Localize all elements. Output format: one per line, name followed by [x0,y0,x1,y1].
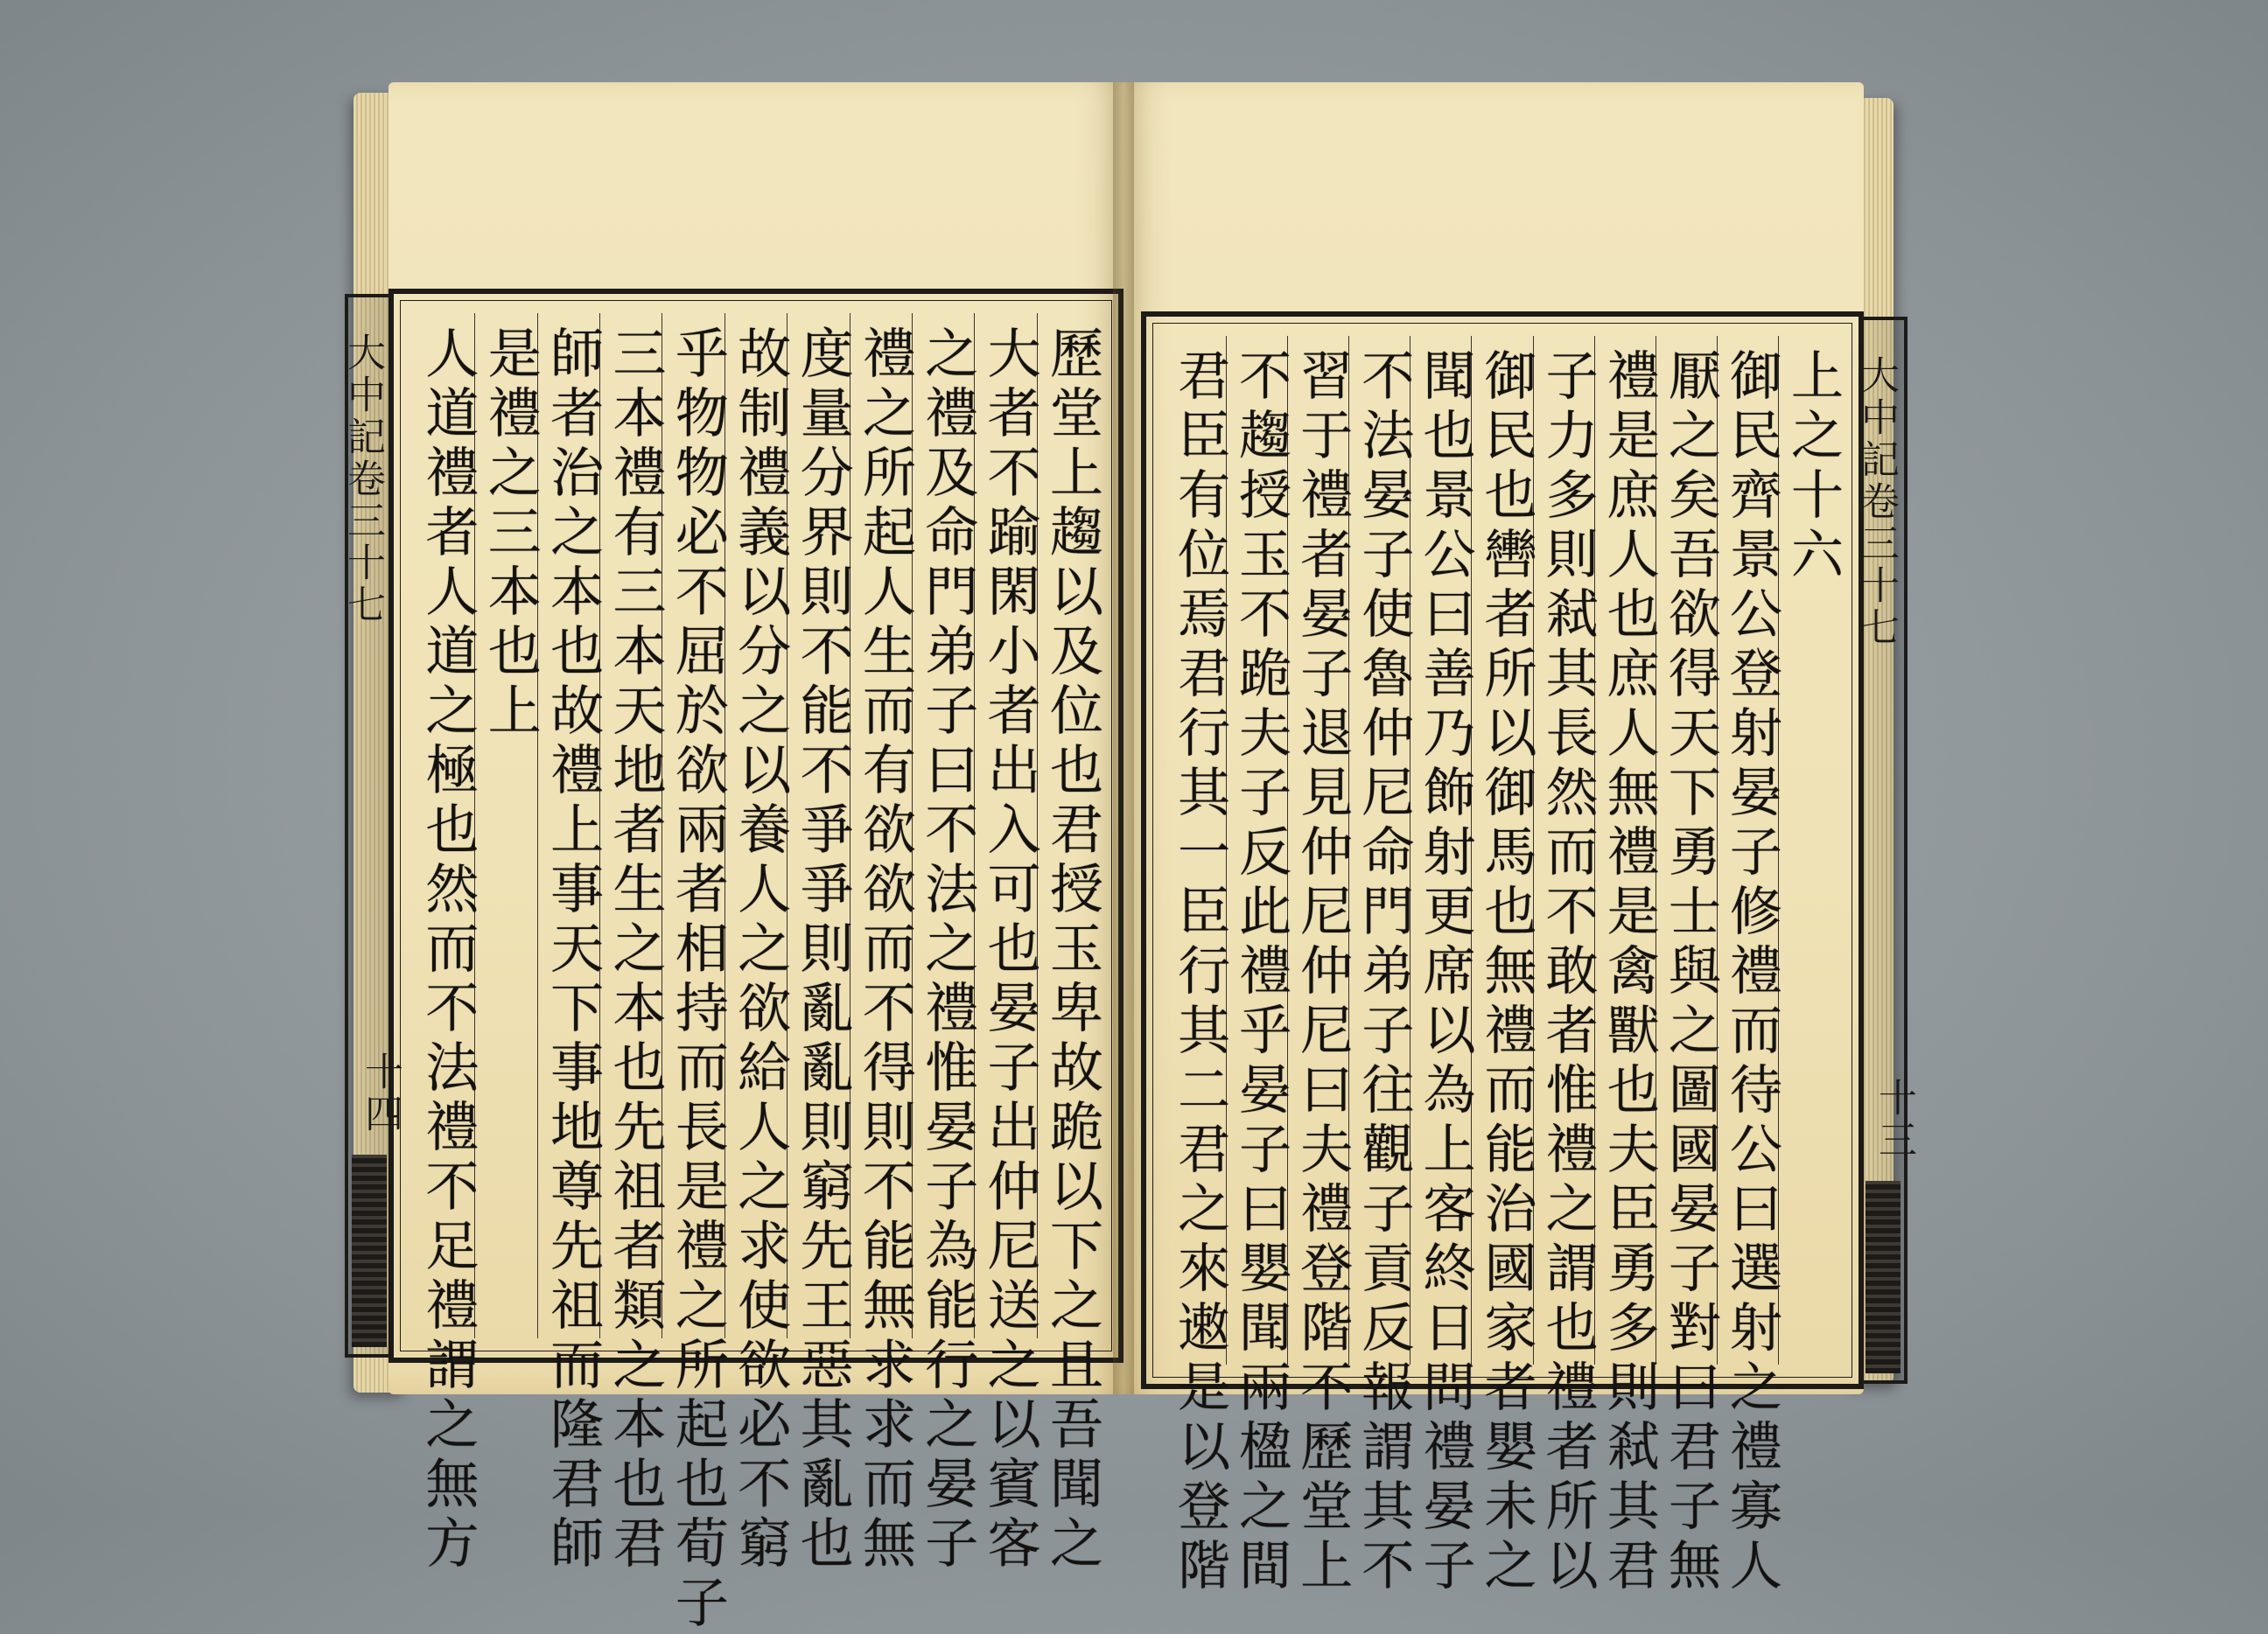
left-fishtail-mark [352,1155,387,1347]
left-margin-strip [340,294,402,1358]
text-column: 子力多則弒其長然而不敢者惟禮之謂也禮者所以 [1533,336,1594,1365]
text-column: 禮是庶人也庶人無禮是禽獸也夫臣勇多則弒其君 [1594,336,1656,1365]
text-column: 御民齊景公登射晏子修禮而待公曰選射之禮寡人 [1717,336,1778,1365]
text-column: 師者治之本也故禮上事天下事地尊先祖而隆君師 [537,313,599,1338]
left-text-frame [340,289,1124,1634]
open-book [340,77,1916,1634]
text-column: 御民也轡者所以御馬也無禮而能治國家者嬰未之 [1471,336,1532,1365]
text-column: 不法晏子使魯仲尼命門弟子往觀子貢反報謂其不 [1348,336,1410,1365]
left-book-title: 大中記 [340,332,385,458]
left-volume: 卷三十七 [340,458,385,626]
text-column: 乎物物必不屈於欲兩者相持而長是禮之所起也荀子 [662,313,724,1338]
left-leaf-number: 十四 [358,1051,402,1135]
left-text-columns [413,313,1103,1634]
right-volume: 卷三十七 [1854,481,1899,649]
text-column: 聞也景公曰善乃飾射更席以為上客終日問禮晏子 [1410,336,1471,1365]
right-book-title: 大中記 [1854,355,1899,481]
text-column: 習于禮者晏子退見仲尼仲尼曰夫禮登階不歷堂上 [1287,336,1348,1365]
text-column: 度量分界則不能不爭爭則亂亂則窮先王惡其亂也 [787,313,849,1338]
right-page [1124,82,1916,1597]
text-column: 厭之矣吾欲得天下勇士與之圖國晏子對曰君子無 [1656,336,1717,1365]
text-column: 三本禮有三本天地者生之本也先祖者類之本也君 [599,313,662,1338]
text-column: 大者不踰閑小者出入可也晏子出仲尼送之以賓客 [974,313,1036,1338]
text-column: 上之十六 [1778,336,1839,1365]
right-leaf-number: 十三 [1872,1078,1916,1162]
right-margin-strip [1854,317,1916,1384]
text-column: 故制禮義以分之以養人之欲給人之求使欲必不窮 [724,313,787,1338]
text-column: 之禮及命門弟子曰不法之禮惟晏子為能行之晏子 [912,313,974,1338]
text-column: 人道禮者人道之極也然而不法禮不足禮謂之無方 [416,325,480,1575]
text-column: 禮之所起人生而有欲欲而不得則不能無求求而無 [850,313,912,1338]
right-fishtail-mark [1866,1181,1900,1373]
text-column: 歷堂上趨以及位也君授玉卑故跪以下之且吾聞之 [1037,313,1099,1338]
text-column: 不趨授玉不跪夫子反此禮乎晏子曰嬰聞兩楹之間 [1226,336,1287,1365]
left-page [340,82,1124,1634]
text-column: 君臣有位焉君行其一臣行其二君之來遫是以登階 [1169,348,1231,1597]
book-spine-gutter [1113,82,1134,1394]
right-text-columns [1166,336,1844,1597]
right-text-frame [1141,311,1916,1597]
text-column: 是禮之三本也上 [474,313,536,1338]
